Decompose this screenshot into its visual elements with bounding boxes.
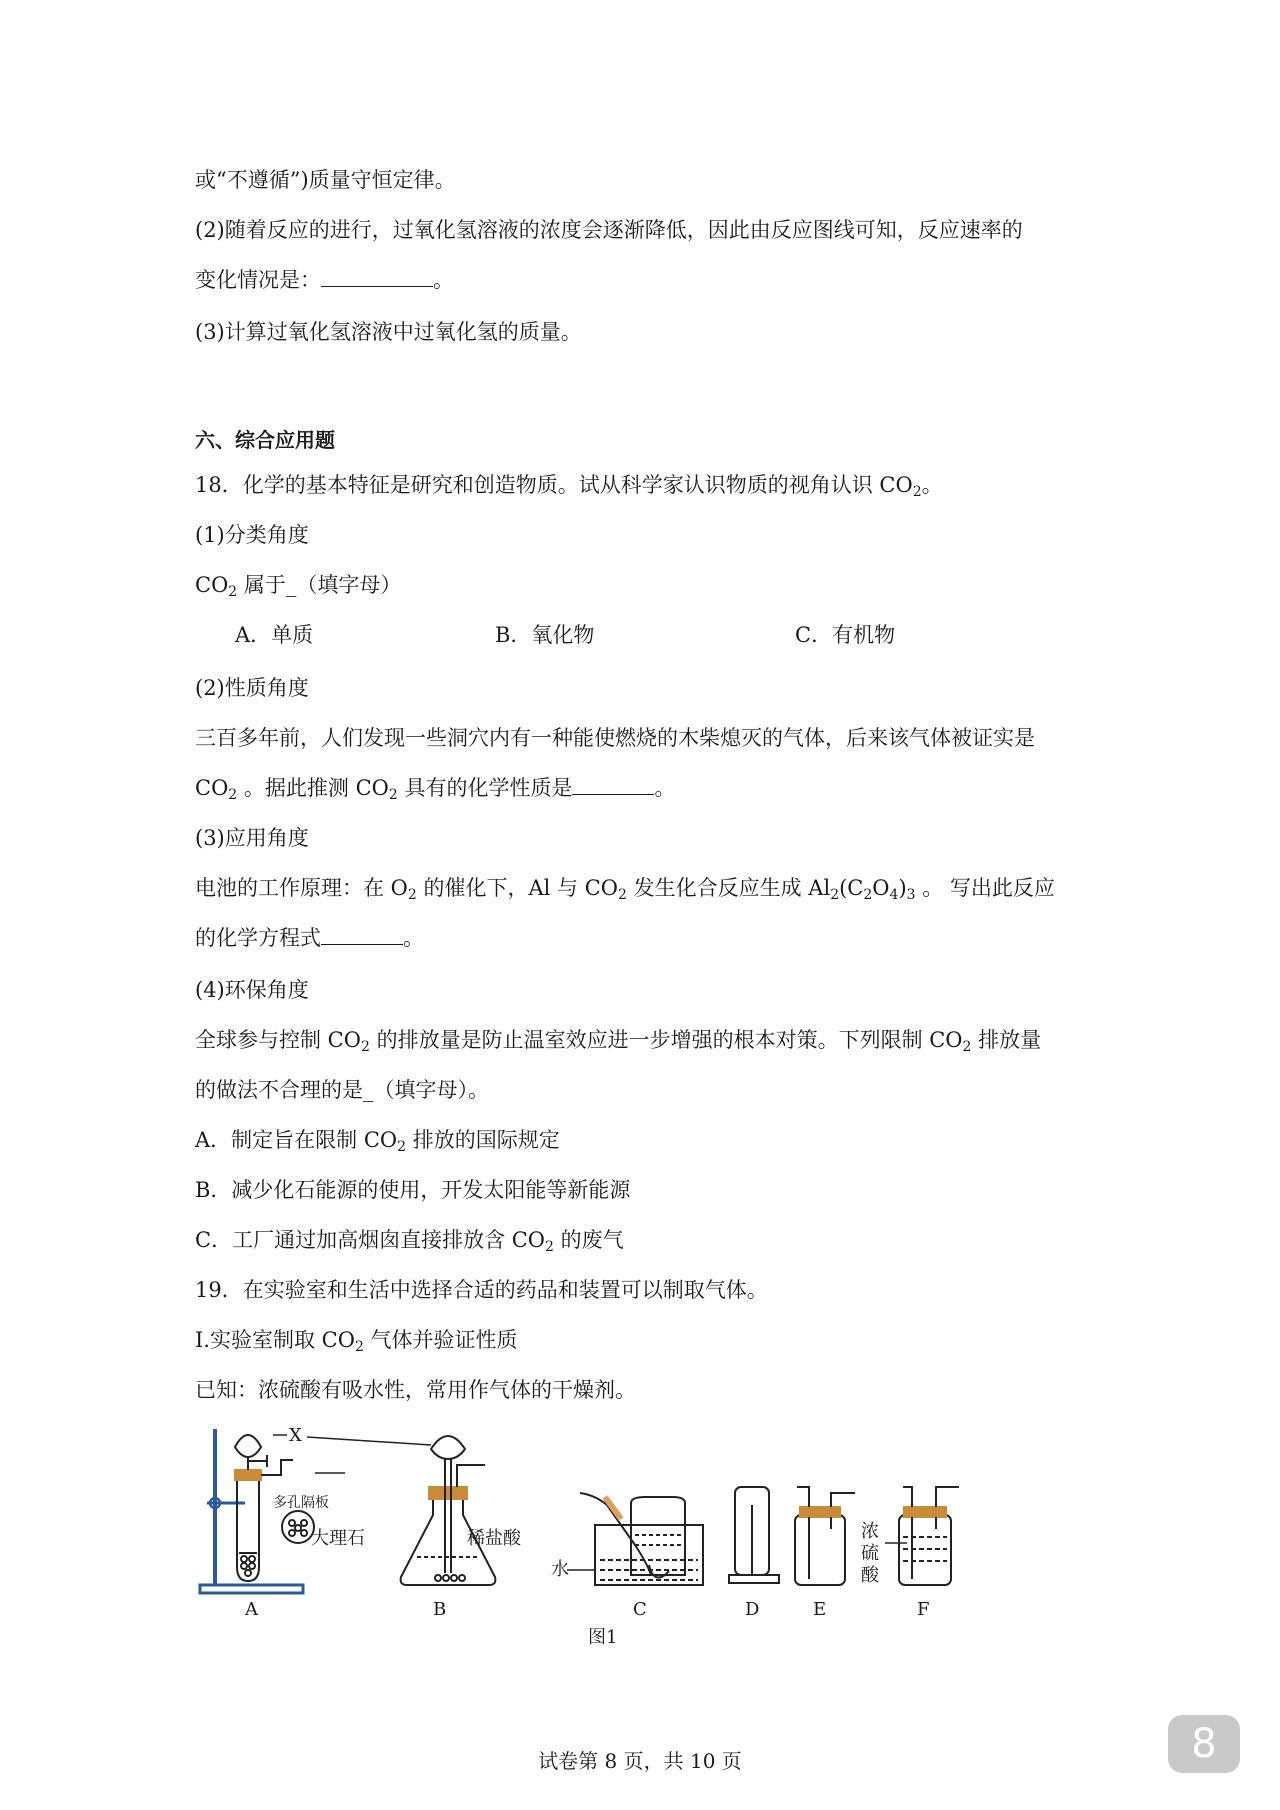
label-h2so4: 浓 <box>861 1521 879 1542</box>
sub-question-heading: (3)应用角度 <box>195 826 309 850</box>
apparatus-label: B <box>433 1599 447 1620</box>
apparatus-f <box>885 1487 959 1585</box>
text-line: (2)随着反应的进行，过氧化氢溶液的浓度会逐渐降低，因此由反应图线可知，反应速率的 <box>195 218 1023 242</box>
text-line: 全球参与控制 $CO_2$ 的排放量是防止温室效应进一步增强的根本对策。下列限制 $CO_2$ 排放量 <box>195 1028 1042 1055</box>
question-19-stem: 19．在实验室和生活中选择合适的药品和装置可以制取气体。 <box>195 1278 768 1302</box>
text-line: $CO_2$ 属于_（填字母） <box>195 573 402 600</box>
question-18-stem: 18．化学的基本特征是研究和创造物质。试从科学家认识物质的视角认识 $CO_2$。 <box>195 473 943 500</box>
sub-question-heading: (4)环保角度 <box>195 978 309 1002</box>
apparatus-a <box>200 1429 314 1593</box>
text-line: (3)计算过氧化氢溶液中过氧化氢的质量。 <box>195 320 582 344</box>
text-line: 的化学方程式 。 <box>195 926 424 950</box>
text-line: 已知：浓硫酸有吸水性，常用作气体的干燥剂。 <box>195 1378 636 1402</box>
option-b[interactable]: B．减少化石能源的使用，开发太阳能等新能源 <box>195 1178 631 1202</box>
text-line: 或“不遵循”)质量守恒定律。 <box>195 168 456 192</box>
text-line: I.实验室制取 $CO_2$ 气体并验证性质 <box>195 1328 518 1355</box>
option-b[interactable]: B．氧化物 <box>495 623 595 647</box>
apparatus-label: C <box>633 1599 647 1620</box>
label-h2so4: 酸 <box>861 1565 879 1586</box>
option-a[interactable]: A．单质 <box>235 623 314 647</box>
option-c[interactable]: C．有机物 <box>795 623 896 647</box>
sub-question-heading: (1)分类角度 <box>195 523 309 547</box>
page-footer: 试卷第 8 页，共 10 页 <box>538 1749 742 1773</box>
apparatus-e <box>795 1487 855 1585</box>
text-line: 变化情况是： 。 <box>195 268 454 292</box>
text-line: $CO_2$ 。据此推测 $CO_2$ 具有的化学性质是 。 <box>195 776 676 803</box>
label-water: 水 <box>551 1559 569 1580</box>
text-line: 三百多年前，人们发现一些洞穴内有一种能使燃烧的木柴熄灭的气体，后来该气体被证实是 <box>195 726 1035 750</box>
apparatus-label: E <box>813 1599 827 1620</box>
apparatus-b <box>315 1436 495 1585</box>
label-acid: 稀盐酸 <box>467 1528 521 1549</box>
answer-blank[interactable] <box>572 774 654 795</box>
answer-blank[interactable] <box>321 924 403 945</box>
apparatus-figure <box>195 1425 1045 1665</box>
label-porous-plate: 多孔隔板 <box>273 1495 329 1511</box>
label-h2so4: 硫 <box>861 1543 879 1564</box>
answer-blank[interactable] <box>321 266 433 287</box>
apparatus-d <box>729 1487 779 1583</box>
label-marble: 大理石 <box>311 1528 365 1549</box>
apparatus-label: D <box>745 1599 760 1620</box>
page-number-badge: 8 <box>1168 1715 1240 1773</box>
label-x: X <box>289 1425 302 1446</box>
apparatus-label: F <box>917 1599 930 1620</box>
text-line: 的做法不合理的是_（填字母）。 <box>195 1078 489 1102</box>
apparatus-c <box>567 1493 703 1585</box>
apparatus-label: A <box>245 1599 258 1620</box>
section-title: 六、综合应用题 <box>195 428 335 452</box>
text-line: 电池的工作原理：在 $O_2$ 的催化下，Al 与 $CO_2$ 发生化合反应生成 $Al_2(C_2O_4)_3$ 。 写出此反应 <box>195 876 1055 903</box>
figure-caption: 图1 <box>588 1627 618 1648</box>
option-a[interactable]: A．制定旨在限制 $CO_2$ 排放的国际规定 <box>195 1128 560 1155</box>
option-c[interactable]: C．工厂通过加高烟囱直接排放含 $CO_2$ 的废气 <box>195 1228 624 1255</box>
sub-question-heading: (2)性质角度 <box>195 676 309 700</box>
